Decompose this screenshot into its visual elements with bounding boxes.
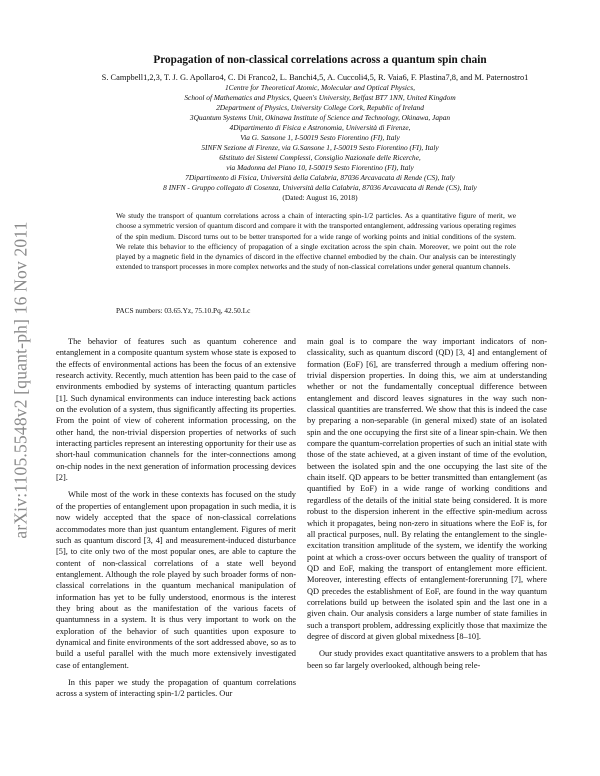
affiliation-line: 2Department of Physics, University College Cork, Republic of Ireland [216,103,424,112]
affiliation-line: 7Dipartimento di Fisica, Università della Calabria, 87036 Arcavacata di Rende (CS), Italy [185,173,455,182]
paragraph: In this paper we study the propagation of quantum correlations across a system of interacting spin-1/2 particles. Our [56,677,296,699]
affiliation-line: 4Dipartimento di Fisica e Astronomia, Università di Firenze, [229,123,411,132]
affiliation-line: via Madonna del Piano 10, I-50019 Sesto Fiorentino (FI), Italy [226,163,414,172]
affiliation-line: 6Istituto dei Sistemi Complessi, Consiglio Nazionale delle Ricerche, [219,153,421,162]
affiliation-line: 8 INFN - Gruppo collegato di Cosenza, Università della Calabria, 87036 Arcavacata di Rende (CS), Italy [163,183,477,192]
affiliation-line: 3Quantum Systems Unit, Okinawa Institute of Science and Technology, Okinawa, Japan [189,113,451,122]
paragraph: While most of the work in these contexts has focused on the study of the properties of entanglement upon propagation in such media, it is now widely accepted that the space of non-classical correlations accommodates more than just quantum entanglement. Figures of merit such as quantum discord [3, 4] and measurement-induced disturbance [5], to cite only two of the most popular ones, are able to capture the content of non-classical correlations of a state well beyond entanglement. Although the role played by such broader forms of non-classical correlations in the quantum mechanical manipulation of information has yet to be fully understood, enormous is the interest they bring about as the manifestation of the various facets of quantumness in a system. It is thus very important to work on the exploration of the behavior of such quantities upon exposure to dynamical and finite environments of the sort addressed above, so as to build a useful parallel with the much more extensively investigated case of entanglement. [56,490,296,670]
affiliation-line: 5INFN Sezione di Firenze, via G.Sansone 1, I-50019 Sesto Fiorentino (FI), Italy [201,143,439,152]
affiliation-line: Via G. Sansone 1, I-50019 Sesto Fiorentino (FI), Italy [240,133,400,142]
arxiv-stamp [8,190,34,570]
date-line: (Dated: August 16, 2018) [282,193,358,202]
affiliation-line: 1Centre for Theoretical Atomic, Molecular and Optical Physics, [224,83,415,92]
paper-title: Propagation of non-classical correlations across a quantum spin chain [153,54,487,66]
arxiv-id: arXiv:1105.5548v2 [quant-ph] 16 Nov 2011 [10,221,31,539]
paragraph: main goal is to compare the way important indicators of non-classicality, such as quantum discord (QD) [3, 4] and entanglement of formation (EoF) [6], are transferred through a medium offering non-trivial dispersion properties. In doing this, we aim at understanding whether or not the fundamentally conceptual difference between entanglement and discord leaves signatures in the way such non-classical quantities are transferred. We show that this is indeed the case by preparing a non-separable (in general mixed) state of an isolated spin and the one occupying the first site of a linear spin-chain. We then compare the quantum-correlation properties of such an initial state with those of the state achieved, at a given instant of time of the evolution, between the isolated spin and the one occupying the last site of the chain itself. QD appears to be better transmitted than entanglement (as quantified by EoF) in a wide range of working conditions and regardless of the details of the initial state being considered. It is more robust to the dispersion inherent in the effective spin-medium across which it propagates, being non-zero in situations where the EoF is, for all practical purposes, null. By relating the entanglement to the single-excitation transition amplitude of the system, we identify the working point at which a cross-over occurs between the quality of transport of QD and EoF, making the transport of entanglement more efficient. Moreover, interesting effects of entanglement-forerunning [7], where QD precedes the establishment of EoF, are found in the way quantum correlations build up between the isolated spin and the last one in a given chain. Our analysis considers a large number of state families in such a transport problem, addressing explicitly those that maximize the degree of discord at given global mixedness [8–10]. [307,337,547,641]
paragraph: Our study provides exact quantitative answers to a problem that has been so far largely overlooked, although being rele- [307,649,547,670]
left-column [56,336,296,700]
author-list: S. Campbell1,2,3, T. J. G. Apollaro4, C. Di Franco2, L. Banchi4,5, A. Cuccoli4,5, R. Vaia6, F. Plastina7,8, and M. Paternostro1 [101,73,529,82]
abstract: We study the transport of quantum correlations across a chain of interacting spin-1/2 particles. As a quantitative figure of merit, we choose a symmetric version of quantum discord and compare it with the transported entanglement, addressing various operating regimes of the spin medium. Discord turns out to be better transported for a wide range of working points and initial conditions of the system. We relate this behavior to the efficiency of propagation of a single excitation across the spin chain. Moreover, we point out the role played by a magnetic field in the dynamics of discord in the effective channel embodied by the chain. Our analysis can be interestingly extended to transport processes in more complex networks and the study of non-classical correlations under general quantum channels. [116,211,516,272]
affiliations [60,83,580,203]
paragraph: The behavior of features such as quantum coherence and entanglement in a composite quantum system whose state is exposed to the effects of environmental actions has been the focus of an extensive research activity. Recently, much attention has been paid to the case of environments embodied by systems of interacting quantum particles [1]. Such dynamical environments can induce interesting back actions on the evolution of a system, thus significantly affecting its properties. From the point of view of coherent information processing, on the other hand, the non-trivial dispersion properties of networks of such interacting particles represent an interesting opportunity for their use as short-haul communication channels for the inter-connections among on-chip nodes in the next generation of information processing devices [2]. [56,337,296,483]
right-column [307,336,547,671]
pacs-numbers: PACS numbers: 03.65.Yz, 75.10.Pq, 42.50.Lc [116,306,251,315]
affiliation-line: School of Mathematics and Physics, Queen's University, Belfast BT7 1NN, United Kingdom [184,93,456,102]
